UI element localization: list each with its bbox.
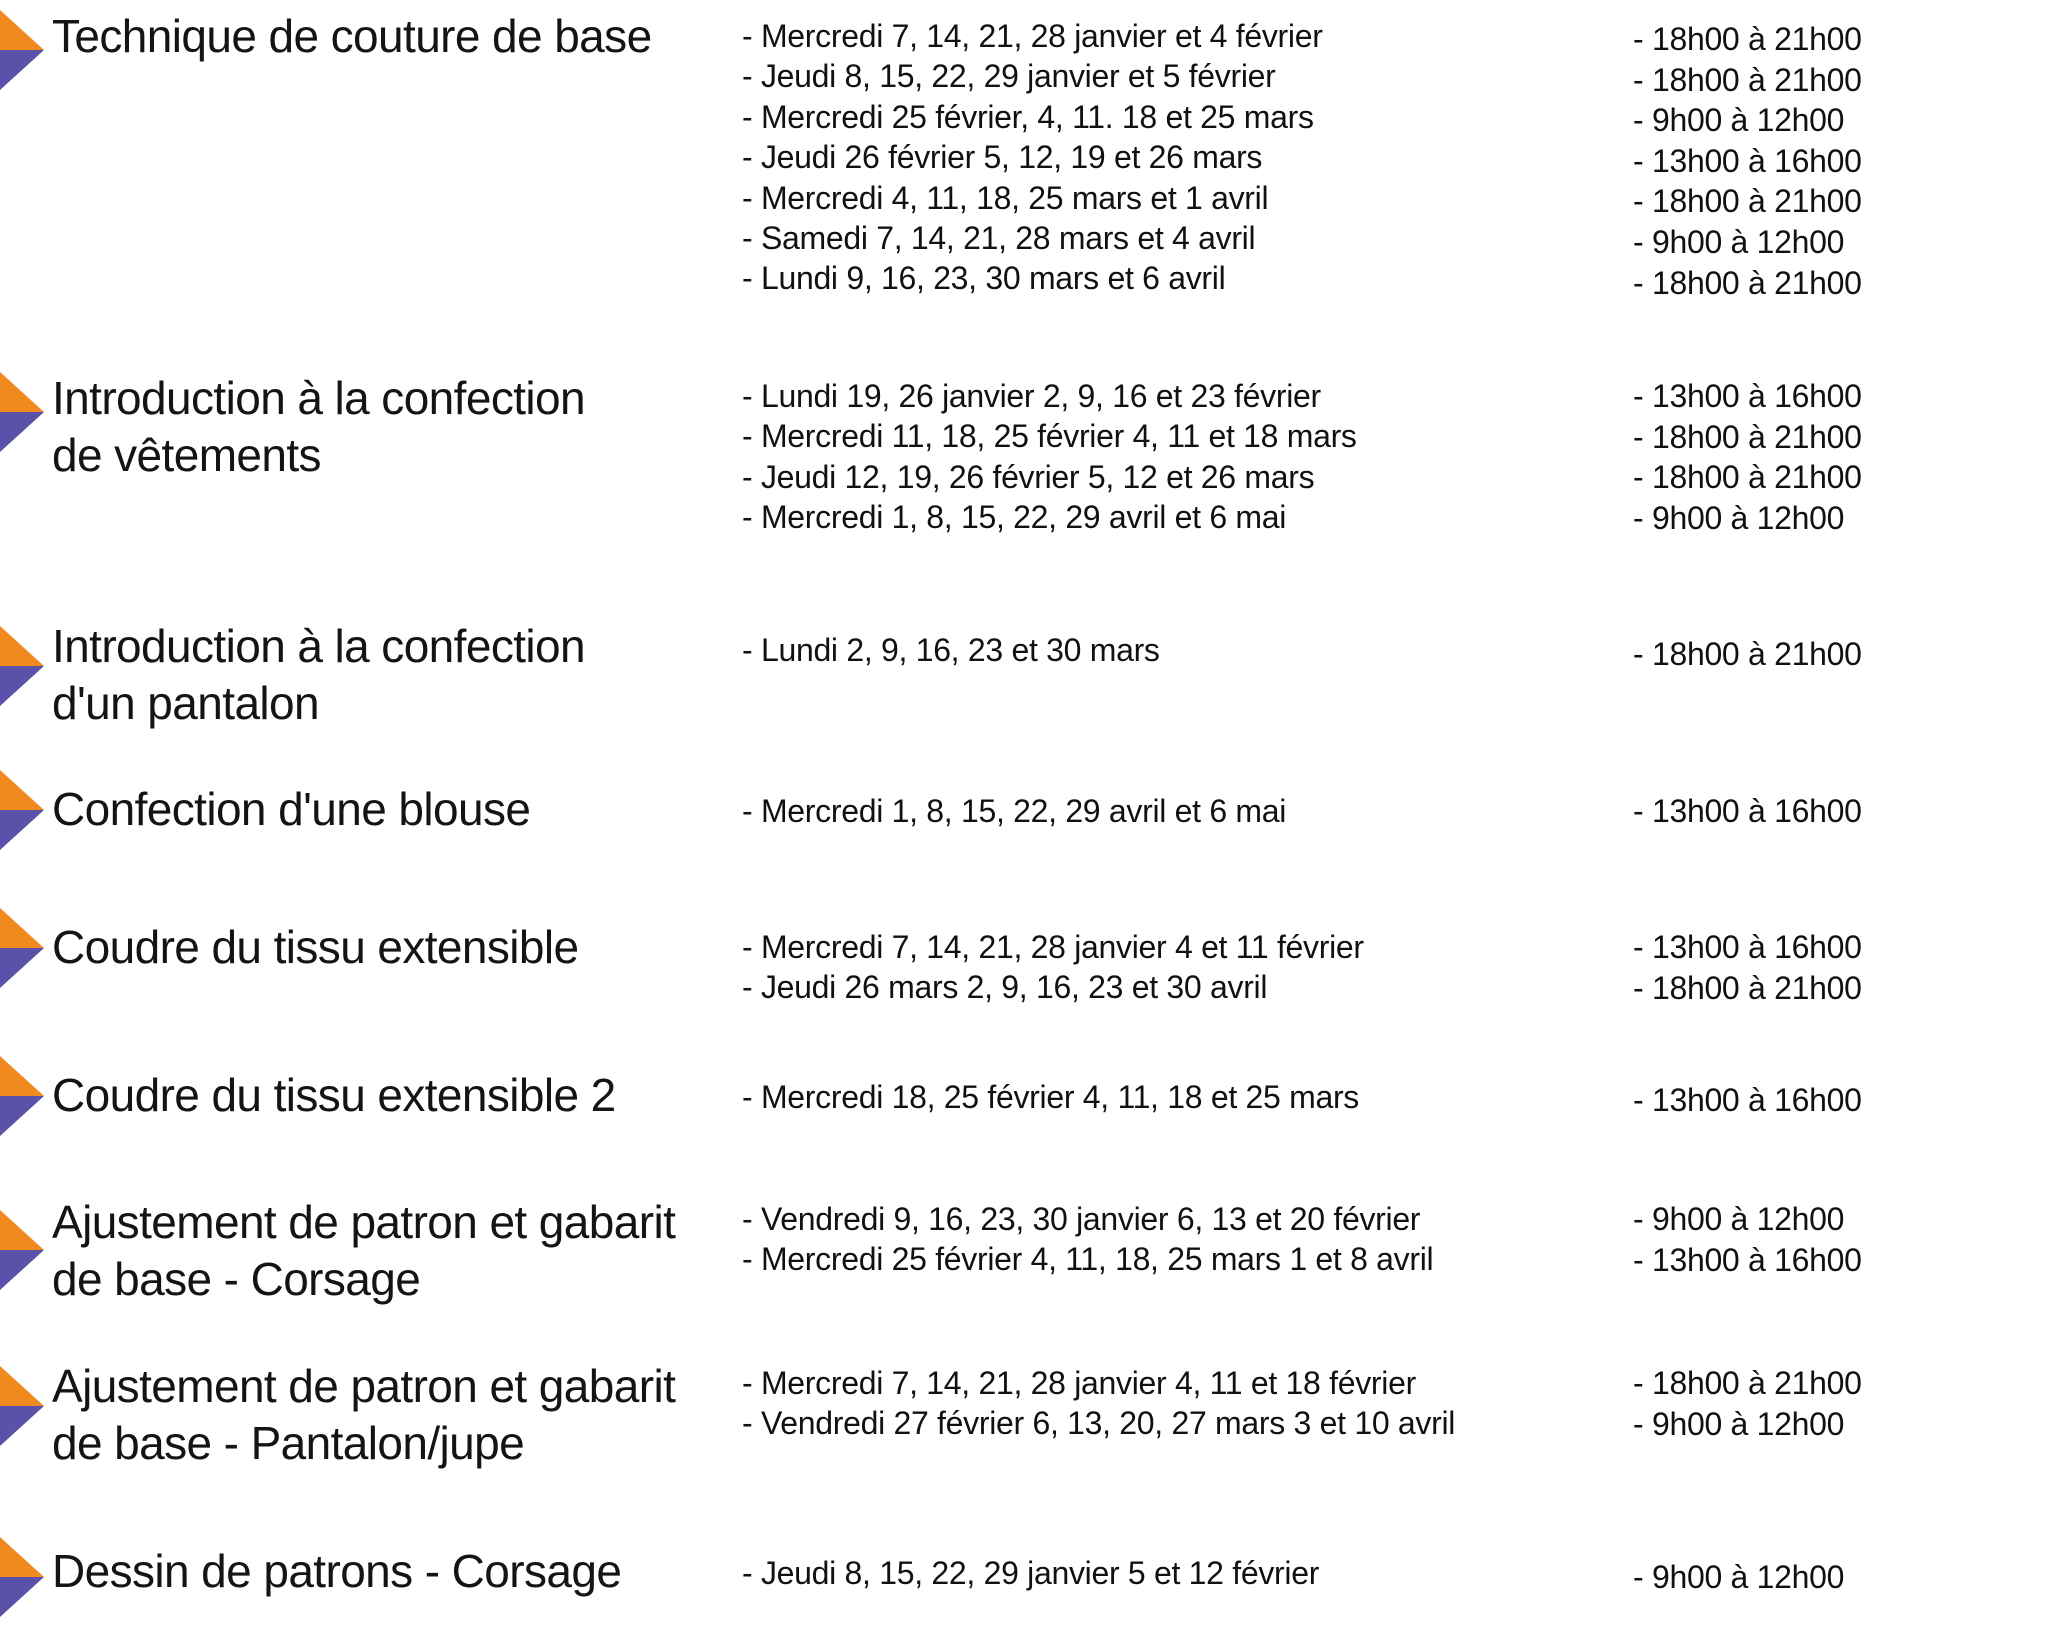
session-date: - Samedi 7, 14, 21, 28 mars et 4 avril (742, 220, 1256, 257)
session-date: - Jeudi 8, 15, 22, 29 janvier et 5 février (742, 58, 1276, 95)
course-dates (742, 630, 1562, 670)
session-time: - 13h00 à 16h00 (1633, 378, 1862, 414)
session-date: - Mercredi 1, 8, 15, 22, 29 avril et 6 mai (742, 499, 1287, 536)
course-title: Introduction à la confection d'un pantalon (52, 620, 585, 729)
session-time: - 9h00 à 12h00 (1633, 1201, 1845, 1237)
course-times (1633, 1363, 1933, 1444)
session-date: - Mercredi 7, 14, 21, 28 janvier 4 et 11 février (742, 929, 1364, 965)
course-dates (742, 927, 1562, 1008)
course-times (1633, 791, 1933, 832)
course-title: Introduction à la confection de vêtements (52, 372, 585, 481)
session-date: - Jeudi 12, 19, 26 février 5, 12 et 26 mars (742, 458, 1315, 495)
triangle-marker-icon (0, 770, 44, 850)
session-date: - Jeudi 8, 15, 22, 29 janvier 5 et 12 février (742, 1555, 1320, 1591)
session-time: - 9h00 à 12h00 (1633, 102, 1845, 139)
session-time: - 13h00 à 16h00 (1633, 142, 1862, 179)
session-time: - 13h00 à 16h00 (1633, 793, 1862, 829)
session-date: - Lundi 9, 16, 23, 30 mars et 6 avril (742, 260, 1226, 297)
course-title: Ajustement de patron et gabarit de base - Pantalon/jupe (52, 1360, 676, 1469)
triangle-marker-icon (0, 626, 44, 706)
session-time: - 18h00 à 21h00 (1633, 61, 1862, 98)
session-date: - Lundi 2, 9, 16, 23 et 30 mars (742, 632, 1160, 668)
course-times (1633, 19, 1933, 303)
course-title: Coudre du tissu extensible (52, 921, 579, 973)
session-date: - Mercredi 25 février 4, 11, 18, 25 mars 1 et 8 avril (742, 1241, 1434, 1278)
course-dates (742, 791, 1562, 831)
session-time: - 13h00 à 16h00 (1633, 1082, 1862, 1118)
course-title: Coudre du tissu extensible 2 (52, 1069, 616, 1121)
course-title: Ajustement de patron et gabarit de base - Corsage (52, 1196, 676, 1305)
session-date: - Mercredi 11, 18, 25 février 4, 11 et 18 mars (742, 418, 1357, 455)
triangle-marker-icon (0, 1537, 44, 1617)
course-title: Dessin de patrons - Corsage (52, 1545, 622, 1597)
triangle-marker-icon (0, 372, 44, 452)
session-date: - Vendredi 27 février 6, 13, 20, 27 mars 3 et 10 avril (742, 1405, 1456, 1442)
session-time: - 13h00 à 16h00 (1633, 929, 1862, 965)
course-dates (742, 16, 1562, 299)
session-date: - Lundi 19, 26 janvier 2, 9, 16 et 23 février (742, 378, 1321, 414)
triangle-marker-icon (0, 908, 44, 988)
course-times (1633, 927, 1933, 1008)
session-time: - 18h00 à 21h00 (1633, 264, 1862, 301)
session-date: - Mercredi 7, 14, 21, 28 janvier 4, 11 et 18 février (742, 1365, 1416, 1401)
course-dates (742, 1553, 1562, 1593)
session-time: - 18h00 à 21h00 (1633, 636, 1862, 672)
course-times (1633, 1080, 1933, 1121)
session-date: - Mercredi 4, 11, 18, 25 mars et 1 avril (742, 179, 1269, 216)
course-times (1633, 1199, 1933, 1280)
session-time: - 18h00 à 21h00 (1633, 183, 1862, 220)
course-dates (742, 376, 1562, 538)
session-date: - Mercredi 18, 25 février 4, 11, 18 et 25 mars (742, 1079, 1359, 1115)
triangle-marker-icon (0, 1056, 44, 1136)
session-time: - 18h00 à 21h00 (1633, 969, 1862, 1006)
course-times (1633, 634, 1933, 675)
session-time: - 9h00 à 12h00 (1633, 223, 1845, 260)
session-time: - 18h00 à 21h00 (1633, 418, 1862, 455)
course-dates (742, 1363, 1562, 1444)
session-date: - Mercredi 1, 8, 15, 22, 29 avril et 6 mai (742, 793, 1287, 829)
session-time: - 9h00 à 12h00 (1633, 499, 1845, 536)
session-time: - 18h00 à 21h00 (1633, 21, 1862, 57)
session-time: - 18h00 à 21h00 (1633, 1365, 1862, 1401)
session-date: - Jeudi 26 février 5, 12, 19 et 26 mars (742, 139, 1263, 176)
course-title: Technique de couture de base (52, 10, 652, 62)
course-dates (742, 1199, 1562, 1280)
course-times (1633, 376, 1933, 538)
triangle-marker-icon (0, 10, 44, 90)
session-date: - Vendredi 9, 16, 23, 30 janvier 6, 13 et 20 février (742, 1201, 1421, 1237)
session-date: - Jeudi 26 mars 2, 9, 16, 23 et 30 avril (742, 969, 1268, 1006)
session-time: - 13h00 à 16h00 (1633, 1241, 1862, 1278)
course-dates (742, 1077, 1562, 1117)
session-date: - Mercredi 7, 14, 21, 28 janvier et 4 février (742, 18, 1323, 54)
session-time: - 18h00 à 21h00 (1633, 459, 1862, 496)
course-title: Confection d'une blouse (52, 783, 531, 835)
session-time: - 9h00 à 12h00 (1633, 1405, 1845, 1442)
course-times (1633, 1557, 1933, 1598)
triangle-marker-icon (0, 1366, 44, 1446)
session-time: - 9h00 à 12h00 (1633, 1559, 1845, 1595)
session-date: - Mercredi 25 février, 4, 11. 18 et 25 mars (742, 98, 1314, 135)
triangle-marker-icon (0, 1210, 44, 1290)
